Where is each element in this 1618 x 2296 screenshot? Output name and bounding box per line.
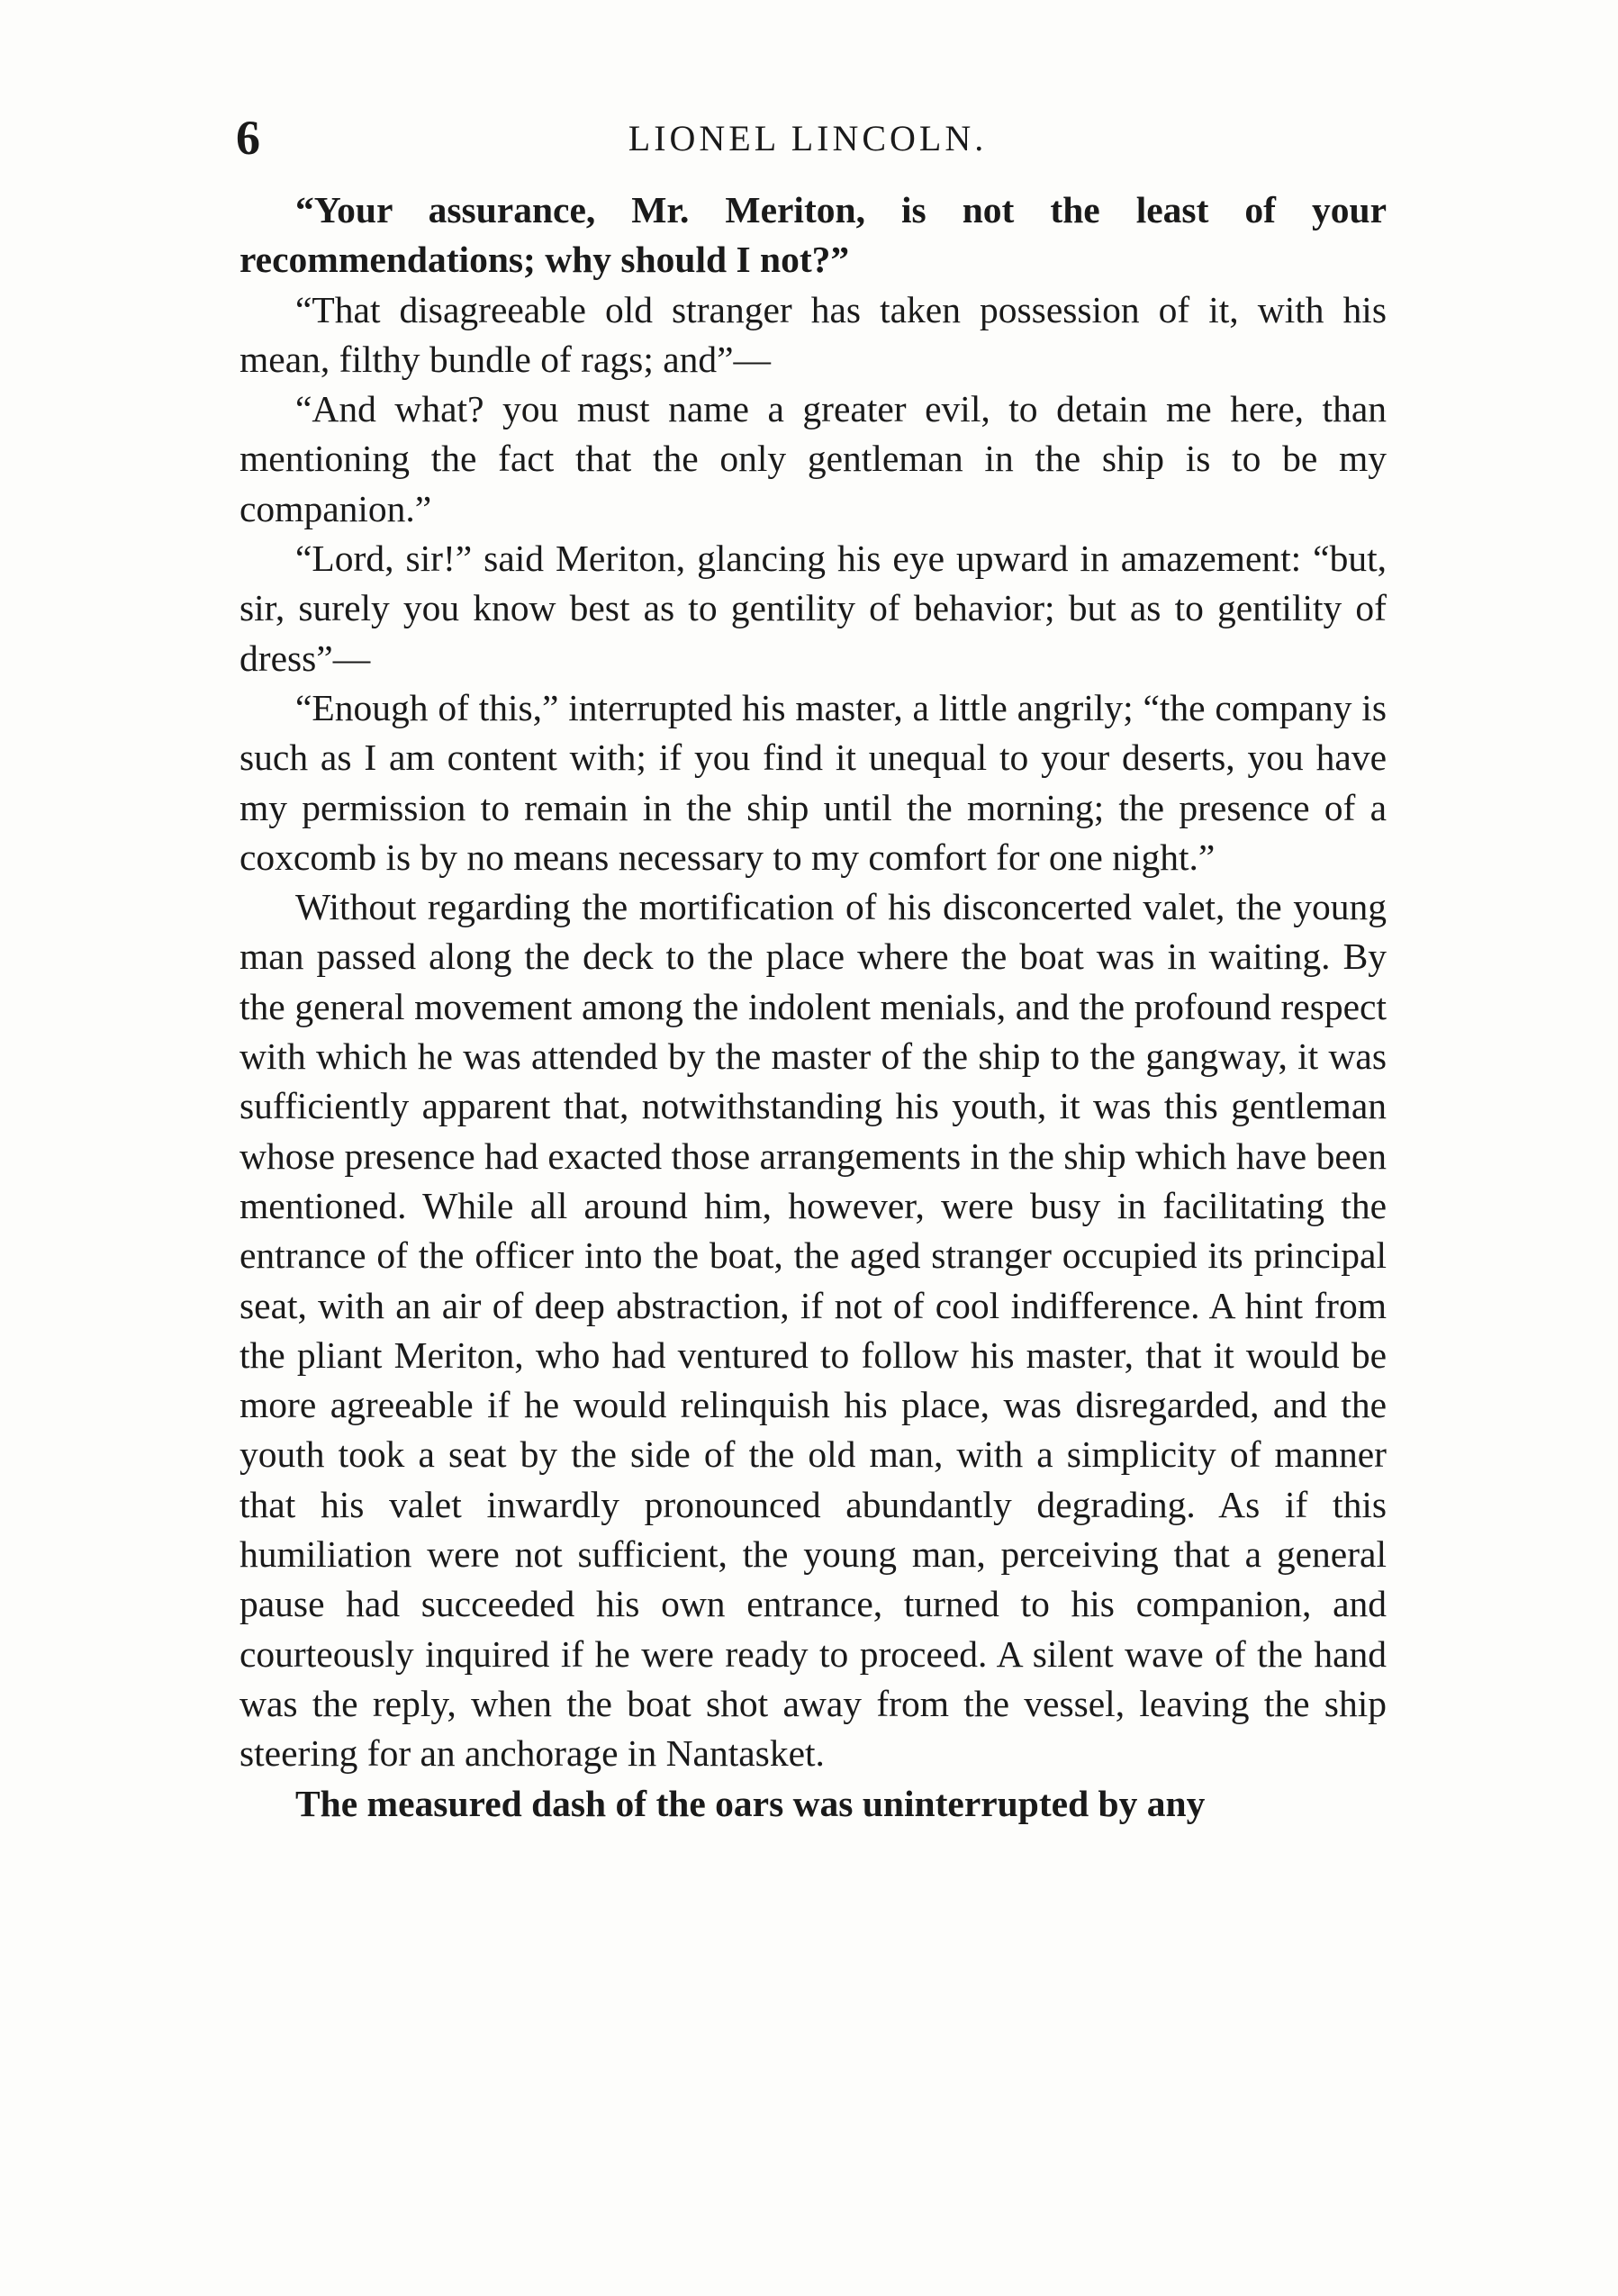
paragraph: “Lord, sir!” said Meriton, glancing his eye upward in amazement: “but, sir, surely you know best as to gentility of behavior; but as to gentility of dress”— [240, 538, 1387, 679]
page-header [236, 106, 1379, 169]
paragraph: “Your assurance, Mr. Meriton, is not the least of your recommendations; why should I not?” [240, 189, 1387, 281]
paragraph: “Enough of this,” interrupted his master, a little angrily; “the company is such as I am content with; if you find it unequal to your deserts, you have my permission to remain in the ship until the morning; the presence of a coxcomb is by no means necessary to my comfort for one night.” [240, 686, 1387, 878]
paragraph: “That disagreeable old stranger has taken possession of it, with his mean, filthy bundle of rags; and”— [240, 288, 1387, 380]
running-head: LIONEL LINCOLN. [628, 118, 988, 158]
paragraph: The measured dash of the oars was uninterrupted by any [295, 1782, 1206, 1824]
body-text [240, 185, 1387, 1829]
paragraph: Without regarding the mortification of his disconcerted valet, the young man passed along the deck to the place where the boat was in waiting. By the general movement among the indolent menials, and the profound respect with which he was attended by the master of the ship to the gangway, it was sufficiently apparent that, notwithstanding his youth, it was this gentleman whose presence had exacted those arrangements in the ship which have been mentioned. While all around him, however, were busy in facilitating the entrance of the officer into the boat, the aged stranger occupied its principal seat, with an air of deep abstraction, if not of cool indifference. A hint from the pliant Meriton, who had ventured to follow his master, that it would be more agreeable if he would relinquish his place, was disregarded, and the youth took a seat by the side of the old man, with a simplicity of manner that his valet inwardly pronounced abundantly degrading. As if this humiliation were not sufficient, the young man, perceiving that a general pause had succeeded his own entrance, turned to his companion, and courteously inquired if he were ready to proceed. A silent wave of the hand was the reply, when the boat shot away from the vessel, leaving the ship steering for an anchorage in Nantasket. [240, 886, 1387, 1775]
paragraph: “And what? you must name a greater evil, to detain me here, than mentioning the fact that the only gentleman in the ship is to be my companion.” [240, 388, 1387, 529]
page-number: 6 [236, 111, 260, 165]
